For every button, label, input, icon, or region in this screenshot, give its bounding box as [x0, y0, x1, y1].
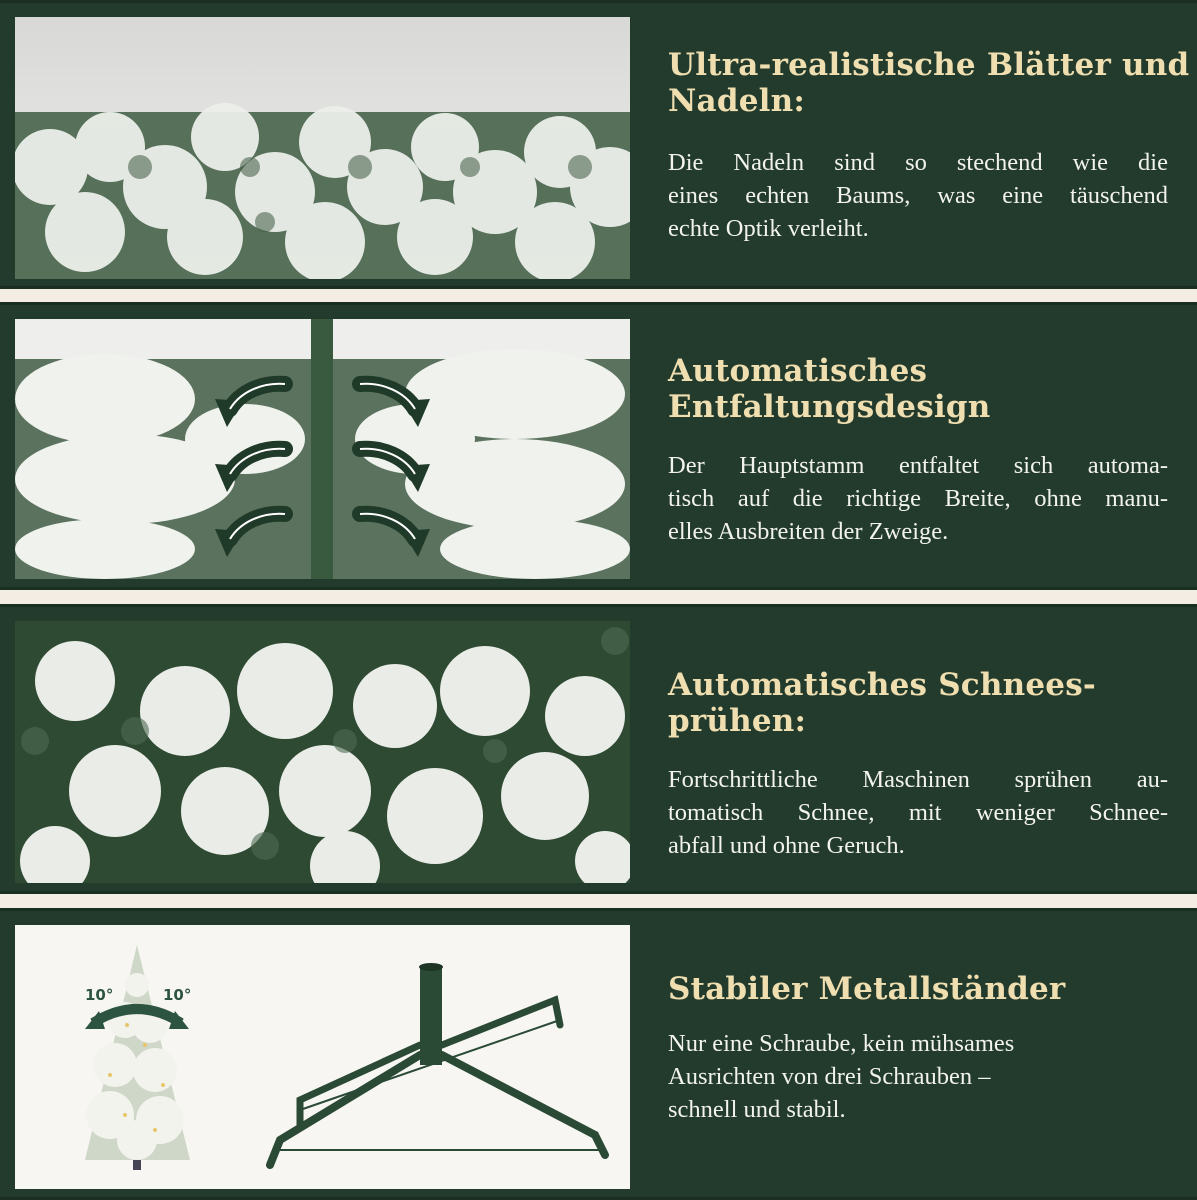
feature-panel-stand	[0, 908, 1197, 1200]
feature-heading: Automatisches Schnees- prühen:	[668, 667, 1096, 739]
feature-heading: Stabiler Metallständer	[668, 971, 1066, 1007]
stand-image	[15, 925, 630, 1189]
needles-image	[15, 17, 630, 279]
feature-description: Nur eine Schraube, kein mühsames Ausrichten von drei Schrauben – schnell und stabil.	[668, 1030, 1015, 1123]
feature-description: Die Nadeln sind so stechend wie die eines echten Baums, was eine täuschend echte Optik verleiht.	[668, 149, 1168, 242]
feature-heading: Ultra-realistische Blätter und Nadeln:	[668, 47, 1190, 119]
snow-spray-image	[15, 621, 630, 883]
feature-heading: Automatisches Entfaltungsdesign	[668, 353, 991, 425]
angle-left-label: 10°	[85, 986, 114, 1004]
angle-right-label: 10°	[163, 986, 192, 1004]
unfolding-photo	[15, 319, 630, 579]
unfolding-image	[15, 319, 630, 579]
feature-panel-snow-spray	[0, 604, 1197, 894]
snow-spray-photo	[15, 621, 630, 883]
feature-panel-needles	[0, 0, 1197, 289]
feature-description: Fortschrittliche Maschinen sprühen au- tomatisch Schnee, mit weniger Schnee- abfall und ohne Geruch.	[668, 766, 1168, 859]
feature-panel-unfolding	[0, 302, 1197, 590]
stand-photo	[15, 925, 630, 1189]
needles-photo	[15, 17, 630, 279]
feature-description: Der Hauptstamm entfaltet sich automa- tisch auf die richtige Breite, ohne manu- elles Ausbreiten der Zweige.	[668, 452, 1168, 545]
